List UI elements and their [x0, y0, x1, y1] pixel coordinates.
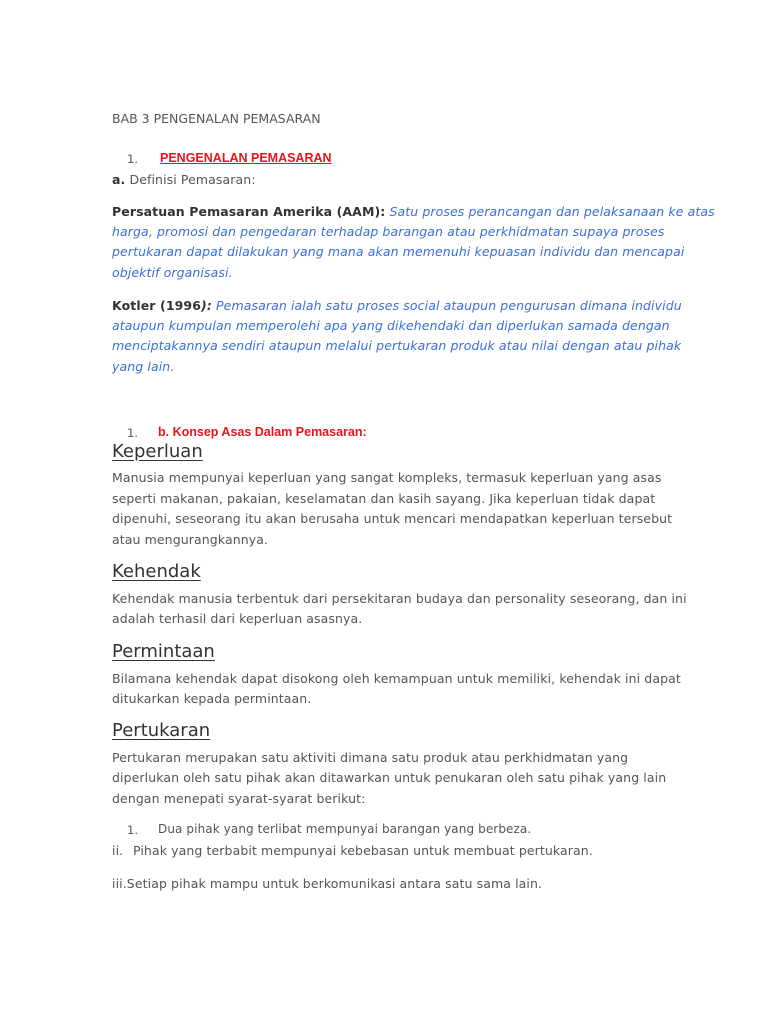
definition-subheading: [112, 172, 256, 187]
aam-label: Persatuan Pemasaran Amerika (AAM):: [112, 204, 386, 219]
condition-marker: 1.: [127, 823, 138, 837]
concept-text-line: seperti makanan, pakaian, keselamatan dan kasih sayang. Jika keperluan tidak dapat: [112, 491, 656, 506]
condition-marker: ii.: [112, 843, 124, 858]
condition-text: Pihak yang terbabit mempunyai kebebasan untuk membuat pertukaran.: [133, 843, 593, 858]
aam-text-line: objektif organisasi.: [112, 265, 233, 280]
concept-heading-keperluan: Keperluan: [112, 441, 203, 462]
definition-subheading-label: Definisi Pemasaran:: [129, 172, 256, 187]
aam-text-line: pertukaran dapat dilakukan yang mana akan memenuhi kepuasan individu dan mencapai: [112, 244, 685, 259]
condition-text: iii.Setiap pihak mampu untuk berkomunikasi antara satu sama lain.: [112, 876, 543, 891]
concept-text-line: Bilamana kehendak dapat disokong oleh kemampuan untuk memiliki, kehendak ini dapat: [112, 671, 681, 686]
kotler-definition-line-1: [112, 298, 682, 313]
aam-definition-line-1: [112, 204, 715, 219]
kotler-label-close: ):: [201, 298, 212, 313]
kotler-text-line: Pemasaran ialah satu proses social ataupun pengurusan dimana individu: [216, 298, 682, 313]
section1-heading: PENGENALAN PEMASARAN: [160, 151, 332, 165]
kotler-text-line: ataupun kumpulan memperolehi apa yang dikehendaki dan diperlukan samada dengan: [112, 318, 670, 333]
aam-text-line: Satu proses perancangan dan pelaksanaan ke atas: [389, 204, 715, 219]
concept-heading-permintaan: Permintaan: [112, 641, 215, 662]
concept-text-line: ditukarkan kepada permintaan.: [112, 691, 312, 706]
document-title: BAB 3 PENGENALAN PEMASARAN: [112, 111, 321, 126]
condition-text: Dua pihak yang terlibat mempunyai barangan yang berbeza.: [158, 822, 532, 836]
concept-text-line: Pertukaran merupakan satu aktiviti dimana satu produk atau perkhidmatan yang: [112, 750, 629, 765]
concept-heading-pertukaran: Pertukaran: [112, 720, 211, 741]
kotler-text-line: yang lain.: [112, 359, 175, 374]
concept-text-line: adalah terhasil dari keperluan asasnya.: [112, 611, 363, 626]
concept-text-line: Manusia mempunyai keperluan yang sangat kompleks, termasuk keperluan yang asas: [112, 470, 662, 485]
section2-number: 1.: [127, 426, 138, 440]
concept-text-line: dipenuhi, seseorang itu akan berusaha untuk mencari mendapatkan keperluan tersebut: [112, 511, 673, 526]
definition-subheading-letter: a.: [112, 172, 126, 187]
concept-text-line: Kehendak manusia terbentuk dari persekitaran budaya dan personality seseorang, dan ini: [112, 591, 687, 606]
section1-number: 1.: [127, 152, 138, 166]
kotler-label: Kotler (1996: [112, 298, 202, 313]
concept-text-line: dengan menepati syarat-syarat berikut:: [112, 791, 366, 806]
aam-text-line: harga, promosi dan pengedaran terhadap barangan atau perkhidmatan supaya proses: [112, 224, 665, 239]
concept-heading-kehendak: Kehendak: [112, 561, 201, 582]
kotler-text-line: menciptakannya sendiri ataupun melalui pertukaran produk atau nilai dengan atau pihak: [112, 338, 682, 353]
concept-text-line: atau mengurangkannya.: [112, 532, 269, 547]
concept-text-line: diperlukan oleh satu pihak akan ditawarkan untuk penukaran oleh satu pihak yang lain: [112, 770, 667, 785]
section2-heading: b. Konsep Asas Dalam Pemasaran:: [158, 425, 367, 439]
